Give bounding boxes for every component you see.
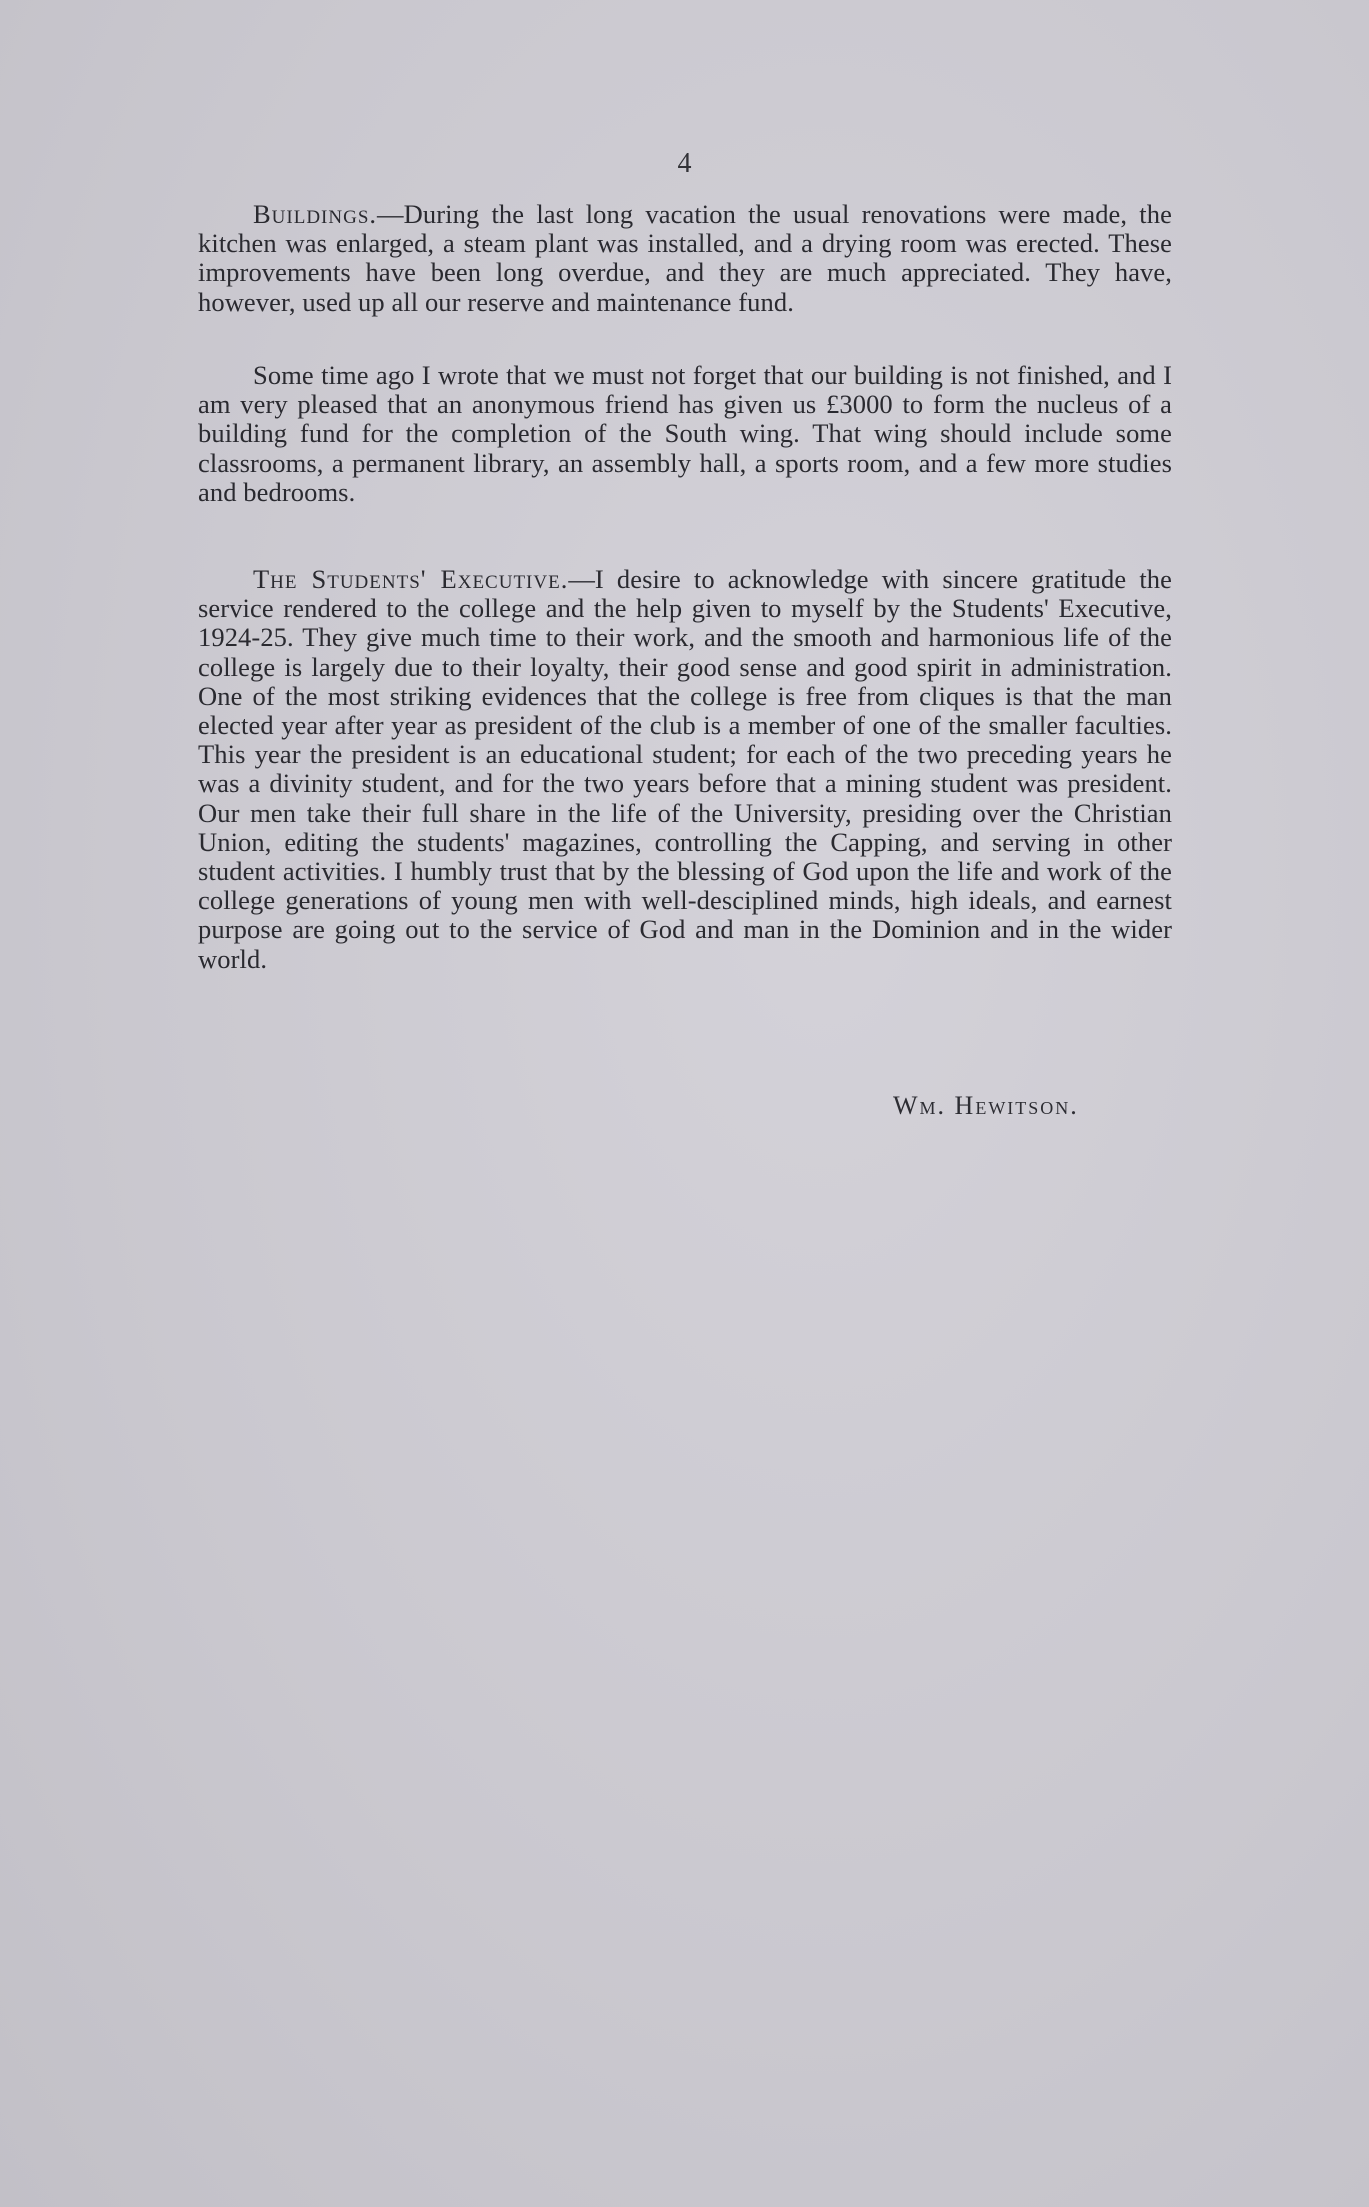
page-number: 4 (677, 148, 692, 179)
paragraph-text: —I desire to acknowledge with sincere gratitude the service rendered to the college and the help given to myself by the Students' Executive, 1924-25. They give much time to their work, and the smooth and harmonious life of the college is largely due to their loyalty, their good sense and good spirit in administration. One of the most striking evidences that the college is free from cliques is that the man elected year after year as president of the club is a member of one of the smaller faculties. This year the president is an educational student; for each of the two preceding years he was a divinity student, and for the two years before that a mining student was president. Our men take their full share in the life of the University, presiding over the Christian Union, editing the students' magazines, controlling the Capping, and serving in other student activities. I humbly trust that by the blessing of God upon the life and work of the college generations of young men with well-desciplined minds, high ideals, and earnest purpose are going out to the service of God and man in the Dominion and in the wider world. (198, 564, 1172, 974)
paragraph-body (198, 361, 1172, 507)
paragraph-students-executive (198, 565, 1172, 974)
section-heading-buildings: Buildings. (253, 199, 378, 229)
paragraph-building-fund (198, 361, 1172, 507)
paragraph-body (198, 565, 1172, 974)
section-heading-executive: The Students' Executive. (253, 564, 569, 594)
paragraph-buildings (198, 200, 1172, 317)
signature: Wm. Hewitson. (893, 1091, 1079, 1120)
paragraph-text: —During the last long vacation the usual renovations were made, the kitchen was enlarged, a steam plant was installed, and a drying room was erected. These improvements have been long overdue, and they are much appreciated. They have, however, used up all our reserve and maintenance fund. (198, 199, 1172, 317)
paragraph-text: Some time ago I wrote that we must not forget that our building is not finished, and I am very pleased that an anonymous friend has given us £3000 to form the nucleus of a building fund for the completion of the South wing. That wing should include some classrooms, a permanent library, an assembly hall, a sports room, and a few more studies and bedrooms. (198, 360, 1172, 507)
paragraph-body (198, 200, 1172, 317)
